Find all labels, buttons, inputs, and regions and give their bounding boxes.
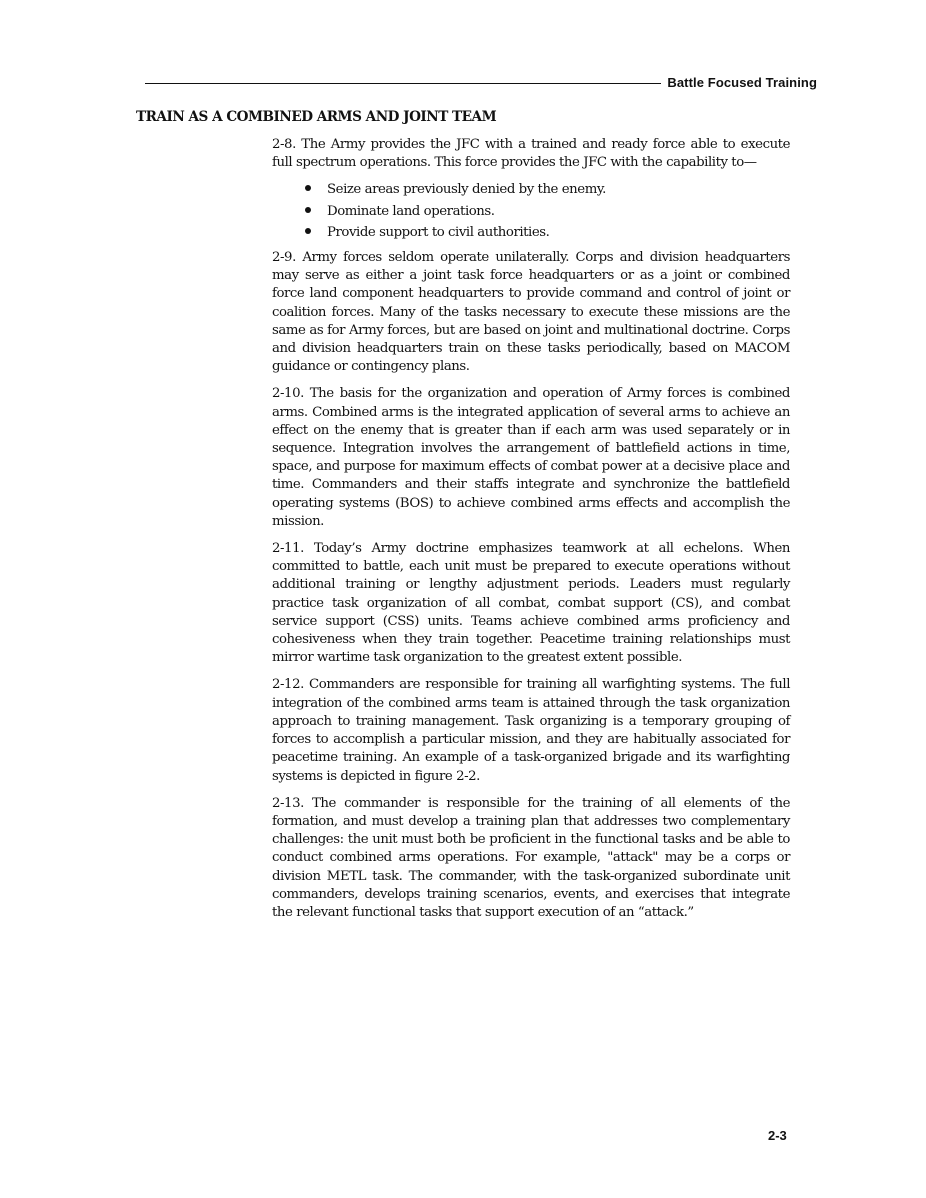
bullet-text: Provide support to civil authorities. xyxy=(327,224,550,240)
paragraph-2-11: 2-11. Today’s Army doctrine emphasizes teamwork at all echelons. When committed to battle, each unit must be prepared to execute operations without additional training or lengthy adjustment periods. Leaders must regularly practice task organization of all combat, combat support (CS), and combat service support (CSS) units. Teams achieve combined arms proficiency and cohesiveness when they train together. Peacetime training relationships must mirror wartime task organization to the greatest extent possible. xyxy=(272,541,790,666)
capability-bullet-list xyxy=(272,181,790,242)
bullet-icon xyxy=(305,228,311,234)
section-heading: TRAIN AS A COMBINED ARMS AND JOINT TEAM xyxy=(136,109,497,125)
header-rule xyxy=(145,83,661,84)
header-title: Battle Focused Training xyxy=(667,74,817,90)
list-item xyxy=(272,203,790,221)
bullet-text: Seize areas previously denied by the enemy. xyxy=(327,182,606,198)
bullet-icon xyxy=(305,185,311,191)
paragraph-2-13: 2-13. The commander is responsible for the training of all elements of the formation, and must develop a training plan that addresses two complementary challenges: the unit must both be proficient in the functional tasks and be able to conduct combined arms operations. For example, "attack" may be a corps or division METL task. The commander, with the task-organized subordinate unit commanders, develops training scenarios, events, and exercises that integrate the relevant functional tasks that support execution of an “attack.” xyxy=(272,795,790,920)
bullet-icon xyxy=(305,207,311,213)
paragraph-2-12: 2-12. Commanders are responsible for training all warfighting systems. The full integration of the combined arms team is attained through the task organization approach to training management. Task organizing is a temporary grouping of forces to accomplish a particular mission, and they are habitually associated for peacetime training. An example of a task-organized brigade and its warfighting systems is depicted in figure 2-2. xyxy=(272,677,790,784)
paragraph-2-10: 2-10. The basis for the organization and operation of Army forces is combined arms. Combined arms is the integrated application of several arms to achieve an effect on the enemy that is greater than if each arm was used separately or in sequence. Integration involves the arrangement of battlefield actions in time, space, and purpose for maximum effects of combat power at a decisive place and time. Commanders and their staffs integrate and synchronize the battlefield operating systems (BOS) to achieve combined arms effects and accomplish the mission. xyxy=(272,386,790,529)
body-content xyxy=(272,136,790,931)
running-header xyxy=(145,72,817,92)
list-item xyxy=(272,181,790,199)
list-item xyxy=(272,224,790,242)
bullet-text: Dominate land operations. xyxy=(327,203,495,219)
paragraph-2-9: 2-9. Army forces seldom operate unilaterally. Corps and division headquarters may serve as either a joint task force headquarters or as a joint or combined force land component headquarters to provide command and control of joint or coalition forces. Many of the tasks necessary to execute these missions are the same as for Army forces, but are based on joint and multinational doctrine. Corps and division headquarters train on these tasks periodically, based on MACOM guidance or contingency plans. xyxy=(272,250,790,375)
page-number: 2-3 xyxy=(768,1128,787,1143)
paragraph-2-8: 2-8. The Army provides the JFC with a trained and ready force able to execute full spectrum operations. This force provides the JFC with the capability to— xyxy=(272,137,790,171)
